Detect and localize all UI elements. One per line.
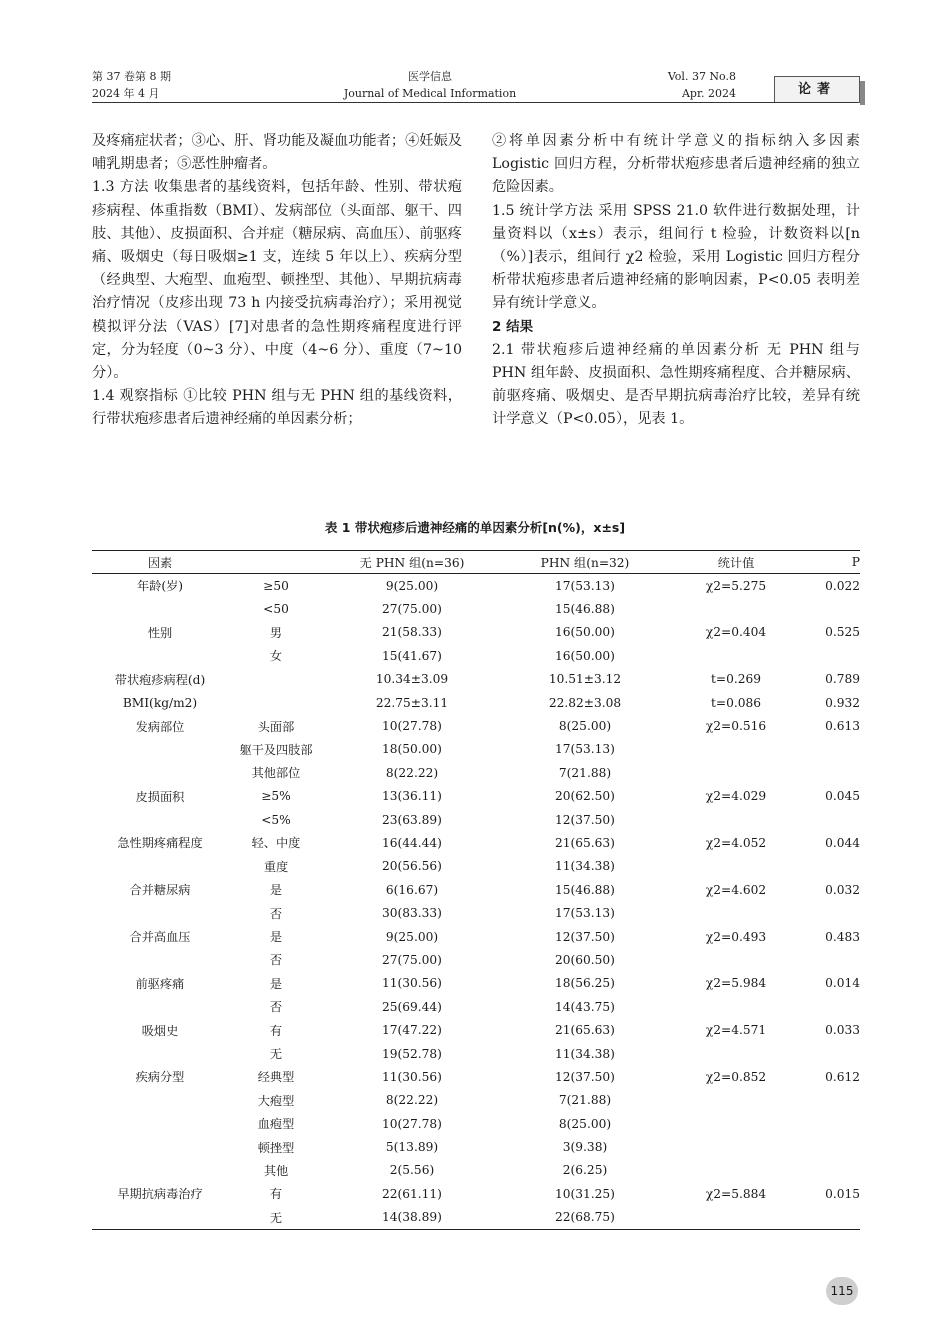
cell-p: 0.612: [825, 1069, 860, 1084]
header-factor: 因素: [147, 555, 173, 570]
cell-phn: 21(65.63): [555, 835, 615, 850]
cell-p: 0.483: [825, 929, 860, 944]
cell-phn: 16(50.00): [555, 625, 615, 640]
cell-stat: [670, 1112, 802, 1135]
cell-no-phn: 16(44.44): [382, 835, 442, 850]
cell-no-phn: 23(63.89): [382, 812, 442, 827]
cell-stat: χ2=5.275: [705, 578, 767, 593]
journal-name-en: Journal of Medical Information: [343, 87, 517, 100]
cell-factor: 早期抗病毒治疗: [117, 1187, 203, 1202]
cell-phn: 20(62.50): [555, 789, 615, 804]
cell-factor: 年龄(岁): [136, 579, 184, 594]
table-row: [92, 808, 860, 831]
table-row: [92, 1089, 860, 1112]
cell-no-phn: 19(52.78): [382, 1046, 442, 1061]
cell-p: 0.045: [825, 789, 860, 804]
cell-level: [228, 691, 324, 714]
cell-factor: [92, 1135, 228, 1158]
cell-factor: [92, 1206, 228, 1230]
cell-factor: 皮损面积: [135, 789, 185, 804]
header-level: [228, 551, 324, 574]
cell-no-phn: 27(75.00): [382, 952, 442, 967]
cell-no-phn: 20(56.56): [382, 859, 442, 874]
cell-factor: [92, 995, 228, 1018]
table-row: [92, 785, 860, 808]
header-phn: PHN 组(n=32): [540, 555, 630, 570]
cell-factor: 带状疱疹病程(d): [114, 672, 206, 687]
cell-phn: 10.51±3.12: [548, 672, 622, 687]
right-column: [492, 130, 860, 432]
cell-level: <50: [263, 602, 289, 617]
cell-phn: 18(56.25): [555, 976, 615, 991]
left-column: [92, 130, 462, 432]
cell-stat: χ2=5.984: [705, 976, 767, 991]
cell-p: 0.932: [825, 695, 860, 710]
cell-stat: [670, 1159, 802, 1182]
cell-phn: 11(34.38): [555, 859, 615, 874]
paragraph-logistic: ②将单因素分析中有统计学意义的指标纳入多因素 Logistic 回归方程，分析带状疱疹患者后遗神经痛的独立危险因素。: [492, 133, 860, 196]
cell-p: [802, 855, 860, 878]
table-row: [92, 855, 860, 878]
cell-phn: 12(37.50): [555, 1069, 615, 1084]
table-row: [92, 948, 860, 971]
cell-stat: χ2=4.571: [705, 1023, 767, 1038]
cell-no-phn: 10(27.78): [382, 719, 442, 734]
cell-no-phn: 8(22.22): [385, 1093, 439, 1108]
table-row: [92, 972, 860, 995]
cell-level: 是: [269, 883, 283, 898]
table-row: [92, 644, 860, 667]
cell-factor: [92, 738, 228, 761]
cell-p: 0.014: [825, 976, 860, 991]
cell-stat: χ2=0.516: [705, 719, 767, 734]
cell-stat: [670, 1089, 802, 1112]
cell-factor: [92, 644, 228, 667]
table-row: [92, 597, 860, 620]
table-row: [92, 1135, 860, 1158]
cell-stat: χ2=4.029: [705, 789, 767, 804]
header-p: P: [851, 555, 860, 569]
cell-factor: 吸烟史: [141, 1023, 179, 1038]
cell-no-phn: 6(16.67): [385, 882, 439, 897]
cell-phn: 16(50.00): [555, 648, 615, 663]
cell-phn: 2(6.25): [562, 1163, 608, 1178]
header-rule: [92, 102, 858, 103]
cell-factor: [92, 1042, 228, 1065]
cell-p: 0.032: [825, 882, 860, 897]
cell-level: 无: [269, 1047, 283, 1061]
cell-phn: 8(25.00): [558, 719, 612, 734]
cell-level: 无: [269, 1210, 283, 1225]
table-row: [92, 668, 860, 691]
cell-factor: [92, 1159, 228, 1182]
header-stat: 统计值: [717, 555, 755, 570]
cell-level: <5%: [261, 812, 291, 827]
volume-issue: 第 37 卷第 8 期: [92, 70, 171, 83]
cell-factor: [92, 597, 228, 620]
cell-p: [802, 948, 860, 971]
cell-factor: [92, 901, 228, 924]
table-row: [92, 925, 860, 948]
cell-p: 0.044: [825, 835, 860, 850]
cell-stat: [670, 808, 802, 831]
cell-phn: 3(9.38): [562, 1140, 608, 1155]
table-row: [92, 1042, 860, 1065]
cell-no-phn: 10(27.78): [382, 1116, 442, 1131]
cell-stat: χ2=4.052: [705, 835, 767, 850]
cell-phn: 12(37.50): [555, 812, 615, 827]
results-heading: 2 结果: [492, 318, 534, 335]
cell-level: 头面部: [257, 719, 295, 734]
cell-no-phn: 13(36.11): [382, 789, 442, 804]
cell-p: [802, 644, 860, 667]
paragraph-observation: 1.4 观察指标 ①比较 PHN 组与无 PHN 组的基线资料，行带状疱疹患者后遗神经痛的单因素分析；: [92, 388, 462, 428]
cell-p: [802, 597, 860, 620]
cell-no-phn: 25(69.44): [382, 999, 442, 1014]
table-row: [92, 831, 860, 854]
cell-phn: 22(68.75): [555, 1210, 615, 1225]
journal-volume-en: [654, 68, 736, 102]
cell-no-phn: 5(13.89): [385, 1140, 439, 1155]
cell-factor: 疾病分型: [135, 1070, 185, 1085]
cell-no-phn: 18(50.00): [382, 742, 442, 757]
cell-no-phn: 22(61.11): [382, 1186, 442, 1201]
cell-level: 重度: [263, 859, 289, 874]
cell-stat: [670, 855, 802, 878]
cell-factor: 性别: [147, 625, 173, 640]
cell-p: [802, 1089, 860, 1112]
cell-level: 有: [269, 1023, 283, 1038]
cell-stat: [670, 1206, 802, 1230]
cell-no-phn: 9(25.00): [385, 929, 439, 944]
table-row: [92, 995, 860, 1018]
cell-level: [228, 668, 324, 691]
cell-factor: 急性期疼痛程度: [117, 836, 203, 851]
cell-level: 男: [269, 625, 283, 640]
cell-p: [802, 1206, 860, 1230]
cell-p: 0.613: [825, 719, 860, 734]
cell-phn: 20(60.50): [555, 952, 615, 967]
cell-stat: χ2=0.493: [705, 929, 767, 944]
cell-no-phn: 14(38.89): [382, 1210, 442, 1225]
cell-p: [802, 1159, 860, 1182]
cell-p: [802, 761, 860, 784]
cell-phn: 12(37.50): [555, 929, 615, 944]
cell-factor: [92, 761, 228, 784]
header-no-phn: 无 PHN 组(n=36): [359, 555, 465, 570]
cell-p: [802, 738, 860, 761]
cell-phn: 15(46.88): [555, 602, 615, 617]
table-row: [92, 1112, 860, 1135]
cell-factor: [92, 855, 228, 878]
journal-name-cn: 医学信息: [408, 70, 452, 83]
paragraph-methods: 1.3 方法 收集患者的基线资料，包括年龄、性别、带状疱疹病程、体重指数（BMI）、发病部位（头面部、躯干、四肢、其他）、皮损面积、合并症（糖尿病、高血压）、前驱疼痛、吸烟史（每日吸烟≥1 支，连续 5 年以上）、疾病分型（经典型、大疱型、血疱型、顿挫型、其他）、早期抗病毒治疗情况（皮疹出现 73 h 内接受抗病毒治疗）；采用视觉模拟评分法（VAS）[7]对患者的急性期疼痛程度进行评定，分为轻度（0~3 分）、中度（4~6 分）、重度（7~10 分）。: [92, 179, 462, 382]
cell-stat: [670, 738, 802, 761]
table-row: [92, 714, 860, 737]
cell-phn: 7(21.88): [558, 1093, 612, 1108]
table-row: [92, 738, 860, 761]
cell-factor: [92, 808, 228, 831]
cell-stat: χ2=0.404: [705, 625, 767, 640]
cell-p: [802, 995, 860, 1018]
cell-no-phn: 27(75.00): [382, 602, 442, 617]
cell-factor: 合并高血压: [129, 930, 191, 945]
cell-stat: [670, 995, 802, 1018]
cell-level: 是: [269, 976, 283, 991]
cell-level: 其他: [263, 1163, 289, 1178]
table-row: [92, 691, 860, 714]
cell-phn: 17(53.13): [555, 906, 615, 921]
table-row: [92, 1065, 860, 1088]
cell-no-phn: 22.75±3.11: [375, 695, 449, 710]
cell-stat: [670, 597, 802, 620]
cell-p: 0.022: [825, 578, 860, 593]
cell-no-phn: 11(30.56): [382, 1069, 442, 1084]
cell-factor: 发病部位: [135, 719, 185, 734]
cell-stat: χ2=5.884: [705, 1186, 767, 1201]
cell-level: 女: [269, 649, 283, 664]
table-header-row: [92, 551, 860, 574]
cell-p: [802, 1042, 860, 1065]
cell-phn: 8(25.00): [558, 1116, 612, 1131]
table-row: [92, 621, 860, 644]
volume-en: Vol. 37 No.8: [667, 70, 736, 83]
table-title: 表 1 带状疱疹后遗神经痛的单因素分析[n(%)，x±s]: [324, 520, 626, 535]
cell-stat: [670, 948, 802, 971]
table-row: [92, 574, 860, 598]
cell-no-phn: 9(25.00): [385, 578, 439, 593]
cell-no-phn: 8(22.22): [385, 765, 439, 780]
cell-stat: [670, 761, 802, 784]
table-row: [92, 1159, 860, 1182]
cell-stat: [670, 901, 802, 924]
cell-phn: 17(53.13): [555, 578, 615, 593]
paragraph-statistics: 1.5 统计学方法 采用 SPSS 21.0 软件进行数据处理，计量资料以（x±s）表示，组间行 t 检验，计数资料以[n（%）]表示，组间行 χ2 检验，采用 Logistic 回归方程分析带状疱疹患者后遗神经痛的影响因素，P<0.05 表明差异有统计学意义。: [492, 202, 860, 312]
date-en: Apr. 2024: [681, 87, 736, 100]
cell-phn: 15(46.88): [555, 882, 615, 897]
cell-level: 大疱型: [257, 1093, 295, 1108]
cell-phn: 21(65.63): [555, 1023, 615, 1038]
cell-p: 0.033: [825, 1023, 860, 1038]
cell-factor: BMI(kg/m2): [122, 695, 198, 710]
cell-factor: [92, 1112, 228, 1135]
cell-level: 顿挫型: [257, 1140, 295, 1155]
cell-phn: 14(43.75): [555, 999, 615, 1014]
cell-p: 0.789: [825, 672, 860, 687]
cell-level: ≥50: [263, 578, 289, 593]
cell-phn: 22.82±3.08: [548, 695, 622, 710]
cell-no-phn: 21(58.33): [382, 625, 442, 640]
cell-level: 经典型: [257, 1070, 295, 1085]
table-row: [92, 1018, 860, 1041]
cell-phn: 11(34.38): [555, 1046, 615, 1061]
cell-phn: 17(53.13): [555, 742, 615, 757]
cell-factor: 前驱疼痛: [135, 976, 185, 991]
cell-no-phn: 10.34±3.09: [375, 672, 449, 687]
cell-level: 躯干及四肢部: [239, 742, 313, 757]
cell-level: 有: [269, 1187, 283, 1202]
cell-p: 0.525: [825, 625, 860, 640]
publication-date: 2024 年 4 月: [92, 87, 160, 100]
cell-level: 轻、中度: [251, 836, 301, 851]
cell-level: 否: [269, 1000, 283, 1015]
cell-level: 否: [269, 906, 283, 921]
table-row: [92, 1206, 860, 1230]
cell-factor: [92, 948, 228, 971]
cell-factor: 合并糖尿病: [129, 883, 191, 898]
cell-stat: χ2=0.852: [705, 1069, 767, 1084]
cell-level: 血疱型: [257, 1117, 295, 1132]
cell-no-phn: 17(47.22): [382, 1023, 442, 1038]
cell-level: 是: [269, 930, 283, 945]
cell-level: 否: [269, 953, 283, 968]
cell-stat: [670, 1135, 802, 1158]
cell-phn: 7(21.88): [558, 765, 612, 780]
table-row: [92, 1182, 860, 1205]
paragraph-exclusion: 及疼痛症状者；③心、肝、肾功能及凝血功能者；④妊娠及哺乳期患者；⑤恶性肿瘤者。: [92, 133, 462, 173]
cell-no-phn: 30(83.33): [382, 906, 442, 921]
cell-level: ≥5%: [261, 789, 291, 804]
cell-stat: t=0.269: [711, 672, 761, 687]
paragraph-univariate: 2.1 带状疱疹后遗神经痛的单因素分析 无 PHN 组与 PHN 组年龄、皮损面积、急性期疼痛程度、合并糖尿病、前驱疼痛、吸烟史、是否早期抗病毒治疗比较，差异有统计学意义（P<0.05），见表 1。: [492, 341, 860, 428]
cell-phn: 10(31.25): [555, 1186, 615, 1201]
cell-p: 0.015: [825, 1186, 860, 1201]
cell-factor: [92, 1089, 228, 1112]
table-row: [92, 878, 860, 901]
cell-stat: [670, 644, 802, 667]
cell-no-phn: 15(41.67): [382, 648, 442, 663]
cell-level: 其他部位: [251, 766, 301, 781]
cell-no-phn: 11(30.56): [382, 976, 442, 991]
cell-p: [802, 808, 860, 831]
cell-p: [802, 901, 860, 924]
cell-stat: t=0.086: [711, 695, 761, 710]
univariate-table: [92, 550, 860, 1230]
cell-no-phn: 2(5.56): [389, 1163, 435, 1178]
cell-stat: [670, 1042, 802, 1065]
section-tag: 论著: [774, 76, 860, 103]
cell-p: [802, 1112, 860, 1135]
table-row: [92, 901, 860, 924]
table-row: [92, 761, 860, 784]
cell-p: [802, 1135, 860, 1158]
cell-stat: χ2=4.602: [705, 882, 767, 897]
page-number: 115: [826, 1277, 858, 1305]
